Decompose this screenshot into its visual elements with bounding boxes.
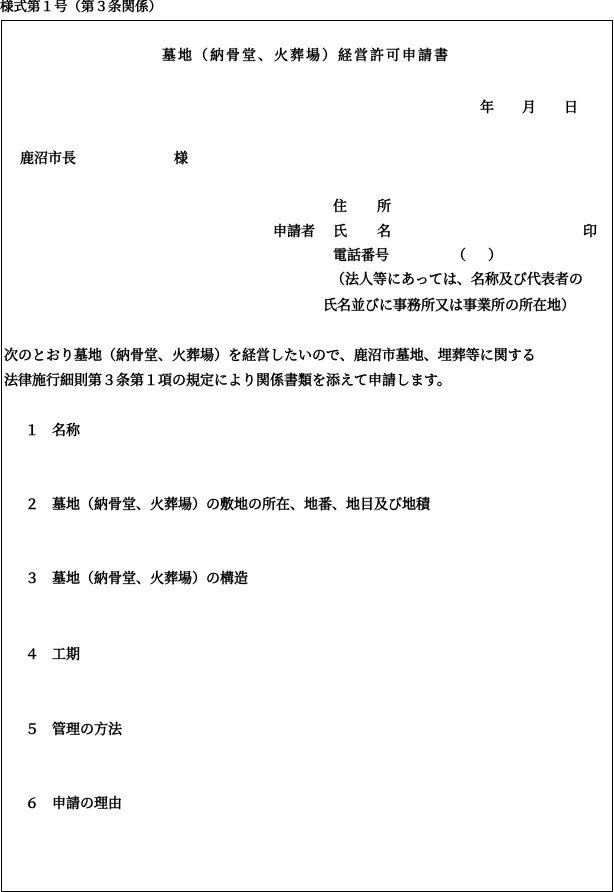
list-item-number: ３ xyxy=(25,571,39,587)
list-item-number: ５ xyxy=(25,722,39,738)
corporate-note-line-1: （法人等にあっては、名称及び代表者の xyxy=(331,272,583,288)
name-label xyxy=(333,225,391,239)
addressee xyxy=(20,152,188,166)
name-label-char-1: 氏 xyxy=(333,224,347,240)
phone-paren-close: ） xyxy=(488,248,502,264)
seal-mark: 印 xyxy=(583,224,597,240)
document-title: 墓地（納骨堂、火葬場）経営許可申請書 xyxy=(162,48,450,64)
list-item-name xyxy=(25,424,80,438)
list-item-construction-period xyxy=(25,648,80,662)
list-item-site-location xyxy=(25,498,430,512)
list-item-text: 申請の理由 xyxy=(52,796,122,812)
body-text-line-2: 法律施行細則第３条第１項の規定により関係書類を添えて申請します。 xyxy=(4,373,451,389)
list-item-text: 墓地（納骨堂、火葬場）の構造 xyxy=(52,571,248,587)
list-item-number: ２ xyxy=(25,497,39,513)
form-number-label: 様式第１号（第３条関係） xyxy=(0,0,162,15)
address-label xyxy=(333,200,391,214)
list-item-number: ４ xyxy=(25,647,39,663)
form-frame xyxy=(1,20,613,892)
list-item-text: 工期 xyxy=(52,647,80,663)
list-item-reason xyxy=(25,797,122,811)
list-item-number: １ xyxy=(25,423,39,439)
name-label-char-2: 名 xyxy=(377,224,391,240)
list-item-number: ６ xyxy=(25,796,39,812)
phone-label: 電話番号 xyxy=(333,248,389,264)
body-text-line-1: 次のとおり墓地（納骨堂、火葬場）を経営したいので、鹿沼市墓地、埋葬等に関する xyxy=(4,348,536,364)
addressee-honorific: 様 xyxy=(174,151,188,167)
list-item-text: 墓地（納骨堂、火葬場）の敷地の所在、地番、地目及び地積 xyxy=(52,497,430,513)
date-year-label: 年 xyxy=(480,100,494,116)
address-label-char-2: 所 xyxy=(377,199,391,215)
phone-paren-open: （ xyxy=(452,248,466,264)
list-item-structure xyxy=(25,572,248,586)
list-item-text: 名称 xyxy=(52,423,80,439)
date-day-label: 日 xyxy=(564,100,578,116)
list-item-management-method xyxy=(25,723,122,737)
applicant-label: 申請者 xyxy=(273,224,315,240)
address-label-char-1: 住 xyxy=(333,199,347,215)
addressee-name: 鹿沼市長 xyxy=(20,151,76,167)
corporate-note-line-2: 氏名並びに事務所又は事業所の所在地） xyxy=(323,298,575,314)
date-row xyxy=(480,101,578,115)
date-month-label: 月 xyxy=(522,100,536,116)
list-item-text: 管理の方法 xyxy=(52,722,122,738)
